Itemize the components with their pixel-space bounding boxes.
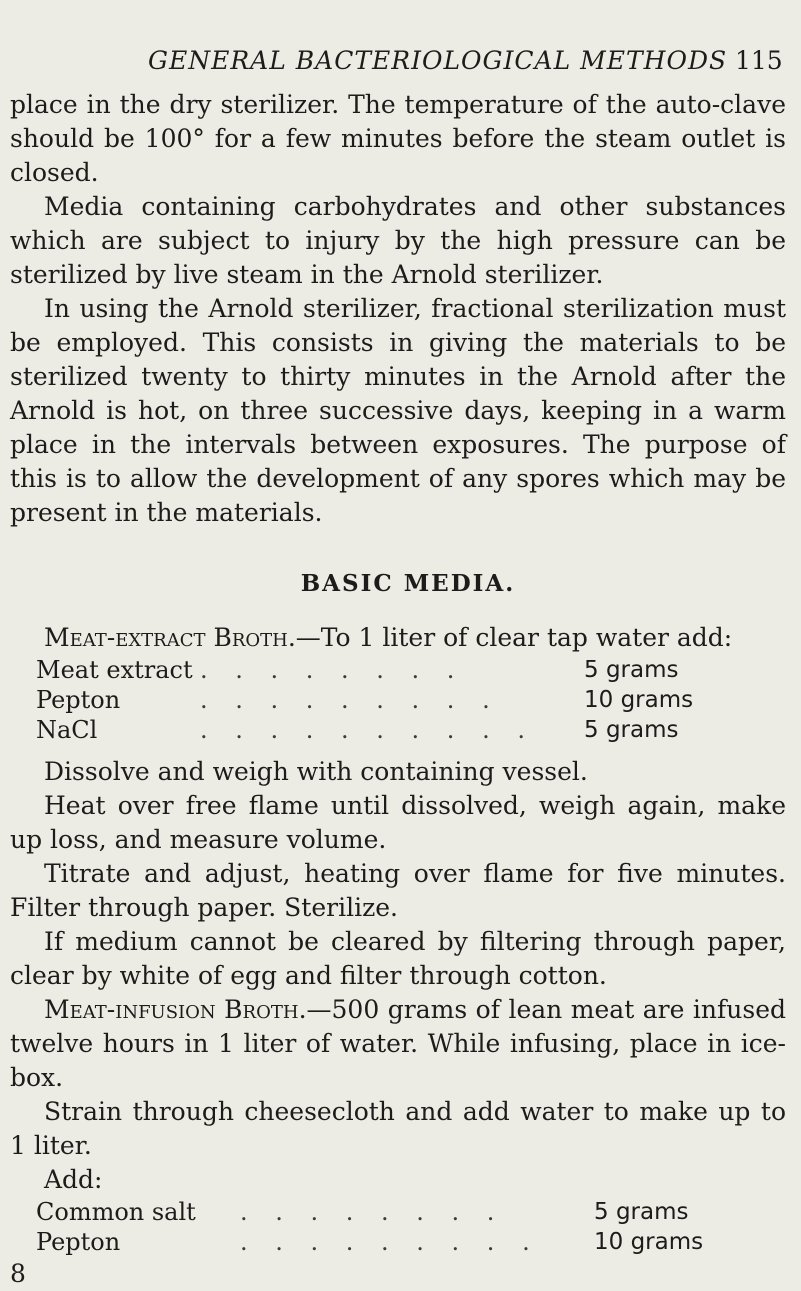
- ingredient-row: [10, 685, 786, 715]
- meat-extract-intro: [10, 621, 786, 655]
- ingredient-name: Pepton: [36, 686, 121, 714]
- step-paragraph: Titrate and adjust, heating over flame for five minutes. Filter through paper. Sterilize.: [10, 859, 786, 922]
- leader-dots: . . . . . . . . .: [200, 686, 500, 714]
- ingredient-amount: 10 grams: [594, 1229, 704, 1255]
- step-paragraph: Dissolve and weigh with containing vessel.: [44, 757, 588, 786]
- page-body: [10, 88, 786, 1291]
- meat-extract-steps: [10, 755, 786, 993]
- ingredient-row: [10, 1197, 786, 1227]
- paragraph-fractional-sterilization: In using the Arnold sterilizer, fractional sterilization must be employed. This consists in giving the materials to be sterilized twenty to thirty minutes in the Arnold after the Arnold is hot, on three successive days, keeping in a warm place in the intervals between exposures. The purpose of this is to allow the development of any spores which may be present in the materials.: [10, 294, 786, 527]
- leader-dots: . . . . . . . .: [200, 656, 465, 684]
- leader-dots: . . . . . . . .: [240, 1198, 505, 1226]
- section-heading-text: BASIC MEDIA.: [300, 570, 516, 597]
- leader-dots: . . . . . . . . . .: [200, 716, 535, 744]
- running-head: [0, 46, 801, 76]
- section-heading: [10, 570, 786, 597]
- ingredient-row: [10, 715, 786, 745]
- ingredient-amount: 10 grams: [584, 687, 694, 713]
- meat-extract-ingredients: [10, 655, 786, 745]
- meat-infusion-title: Meat-infusion Broth.: [44, 995, 307, 1024]
- ingredient-amount: 5 grams: [594, 1199, 689, 1225]
- signature-mark: 8: [10, 1259, 26, 1288]
- leader-dots: . . . . . . . . .: [240, 1228, 540, 1256]
- ingredient-name: Common salt: [36, 1198, 196, 1226]
- ingredient-amount: 5 grams: [584, 657, 679, 683]
- add-label: Add:: [44, 1165, 103, 1194]
- ingredient-name: NaCl: [36, 716, 98, 744]
- paragraph-autoclave: place in the dry sterilizer. The temperature of the auto-clave should be 100° for a few minutes before the steam outlet is closed.: [10, 90, 786, 187]
- ingredient-name: Meat extract: [36, 656, 193, 684]
- meat-infusion-ingredients: [10, 1197, 786, 1257]
- ingredient-name: Pepton: [36, 1228, 121, 1256]
- ingredient-amount: 5 grams: [584, 717, 679, 743]
- ingredient-row: [10, 1227, 786, 1257]
- meat-infusion-intro-text: —500 grams of lean meat are infused twelve hours in 1 liter of water. While infusing, place in ice-box.: [10, 995, 787, 1092]
- step-paragraph: Heat over free flame until dissolved, weigh again, make up loss, and measure volume.: [10, 791, 786, 854]
- step-paragraph: If medium cannot be cleared by filtering through paper, clear by white of egg and filter through cotton.: [10, 927, 786, 990]
- meat-extract-intro-text: —To 1 liter of clear tap water add:: [295, 623, 733, 652]
- running-title: GENERAL BACTERIOLOGICAL METHODS: [148, 46, 728, 75]
- ingredient-row: [10, 655, 786, 685]
- meat-extract-title: Meat-extract Broth.: [44, 623, 296, 652]
- strain-paragraph: Strain through cheesecloth and add water to make up to 1 liter.: [10, 1097, 786, 1160]
- meat-infusion-intro: [10, 993, 786, 1095]
- page-number: 115: [735, 46, 783, 75]
- paragraph-carbohydrates: Media containing carbohydrates and other substances which are subject to injury by the high pressure can be sterilized by live steam in the Arnold sterilizer.: [10, 192, 786, 289]
